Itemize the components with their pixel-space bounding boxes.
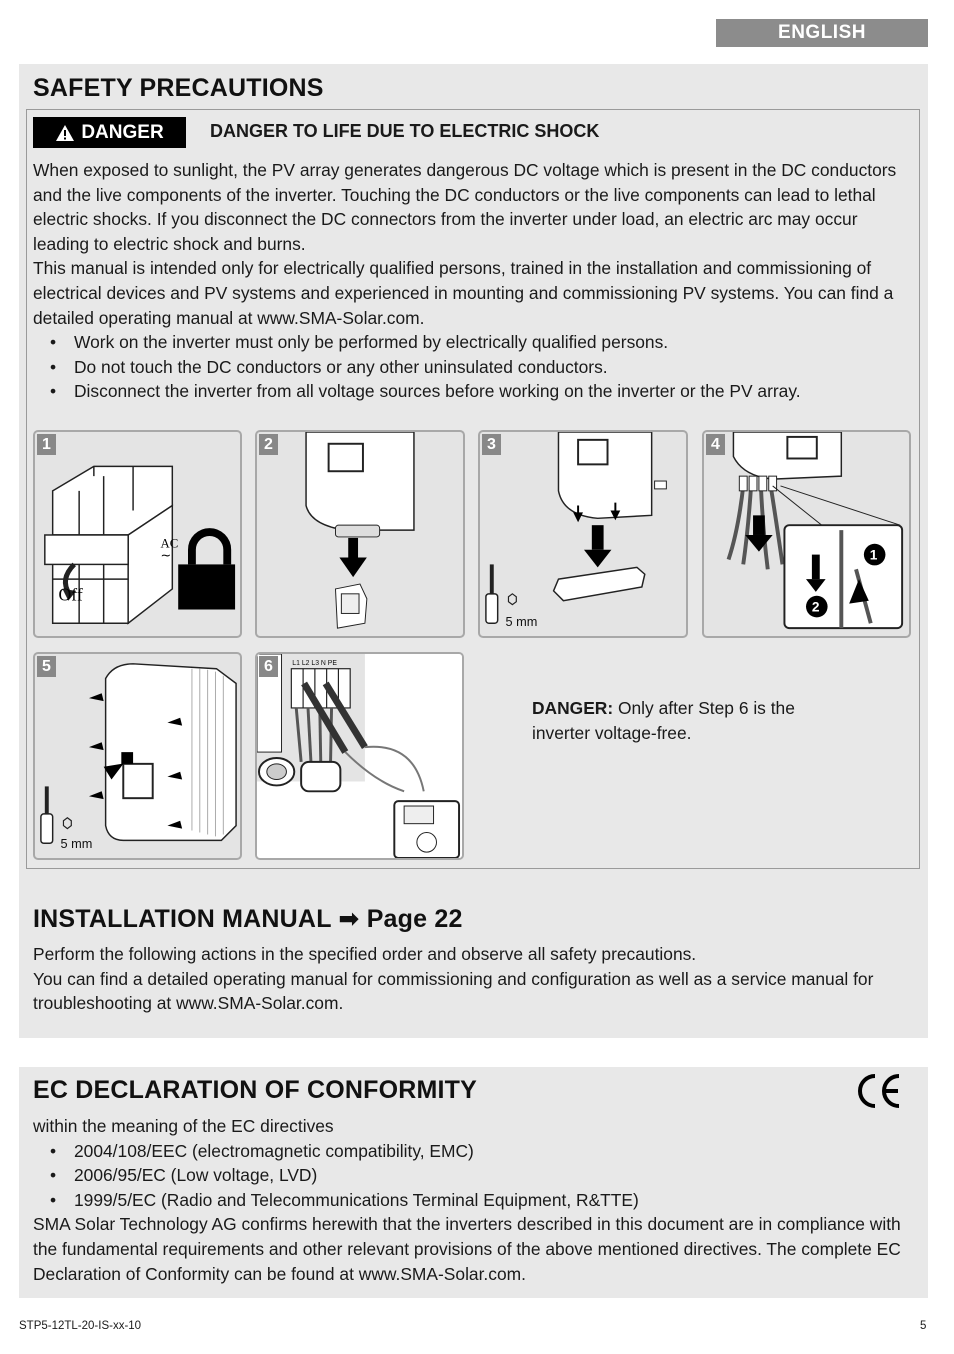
list-item: • Disconnect the inverter from all voltage sources before working on the inverter or the PV array. — [33, 379, 913, 404]
document-code: STP5-12TL-20-IS-xx-10 — [19, 1320, 142, 1332]
danger-note-label: DANGER: — [532, 698, 614, 718]
circuit-breaker-lock-illustration — [35, 432, 240, 636]
step-3-illustration — [478, 430, 688, 638]
step-4-illustration — [702, 430, 911, 638]
safety-title: SAFETY PRECAUTIONS — [33, 74, 324, 102]
list-item: • Do not touch the DC conductors or any other uninsulated conductors. — [33, 355, 913, 380]
dc-connector-removal-illustration — [704, 432, 909, 636]
step-2-illustration — [255, 430, 465, 638]
step-number: 6 — [259, 656, 278, 677]
list-item: • 1999/5/EC (Radio and Telecommunications Terminal Equipment, R&TTE) — [33, 1188, 913, 1213]
step-6-illustration — [255, 652, 464, 860]
ec-text — [33, 1114, 913, 1286]
ec-title: EC DECLARATION OF CONFORMITY — [33, 1076, 478, 1104]
housing-lid-removal-illustration — [35, 654, 240, 858]
installation-title-text: INSTALLATION MANUAL — [33, 905, 332, 933]
terminal-labels: L1 L2 L3 N PE — [292, 659, 337, 667]
arrow-right-icon: ➡ — [338, 905, 360, 933]
installation-line-2: You can find a detailed operating manual for commissioning and configuration as well as a service manual for troubleshooting at www.SMA-Solar.com. — [33, 968, 874, 1014]
danger-note — [532, 696, 832, 746]
inverter-disconnect-illustration — [257, 432, 463, 636]
danger-note-text: Only after Step 6 is the inverter voltage-free. — [532, 698, 795, 743]
voltage-measurement-illustration — [257, 654, 462, 858]
cover-removal-illustration — [480, 432, 686, 636]
ec-intro: within the meaning of the EC directives — [33, 1116, 334, 1136]
tool-size-label: 5 mm — [505, 614, 538, 630]
danger-paragraph-1: When exposed to sunlight, the PV array generates dangerous DC voltage which is present in the DC conductors and the live components of the inverter. Touching the DC conductors or the live components can lead to lethal electric shocks. If you disconnect the DC connectors from the inverter under load, an electric arc may occur leading to electric shock and burns. — [33, 160, 897, 254]
step-number: 2 — [259, 434, 278, 455]
step-number: 5 — [37, 656, 56, 677]
ec-closing: SMA Solar Technology AG confirms herewith that the inverters described in this document are in compliance with the fundamental requirements and other relevant provisions of the above mentioned directives. The complete EC Declaration of Conformity can be found at www.SMA-Solar.com. — [33, 1214, 901, 1284]
list-item: • 2004/108/EEC (electromagnetic compatibility, EMC) — [33, 1139, 913, 1164]
page-reference: Page 22 — [366, 905, 463, 933]
step-number: 4 — [706, 434, 725, 455]
page-number: 5 — [920, 1320, 927, 1332]
callout-2: 2 — [811, 599, 820, 615]
tool-size-label: 5 mm — [60, 836, 93, 852]
danger-heading: DANGER TO LIFE DUE TO ELECTRIC SHOCK — [210, 121, 600, 141]
installation-title — [33, 904, 463, 934]
list-item: • 2006/95/EC (Low voltage, LVD) — [33, 1163, 913, 1188]
danger-bullet-list — [33, 330, 913, 404]
step-1-illustration — [33, 430, 242, 638]
svg-text:∼: ∼ — [160, 547, 172, 563]
callout-1: 1 — [869, 547, 878, 563]
installation-line-1: Perform the following actions in the specified order and observe all safety precautions. — [33, 944, 697, 964]
ce-mark-icon — [855, 1073, 903, 1109]
language-tab: ENGLISH — [716, 19, 928, 47]
danger-badge-label: DANGER — [81, 121, 164, 143]
ac-label: AC — [160, 536, 179, 551]
warning-triangle-icon — [55, 124, 75, 142]
step-number: 3 — [482, 434, 501, 455]
danger-text — [33, 158, 913, 404]
directive-list — [33, 1139, 913, 1213]
list-item: • Work on the inverter must only be performed by electrically qualified persons. — [33, 330, 913, 355]
installation-text — [33, 942, 913, 1016]
step-number: 1 — [37, 434, 56, 455]
danger-badge — [33, 117, 186, 148]
step-5-illustration — [33, 652, 242, 860]
danger-paragraph-2: This manual is intended only for electrically qualified persons, trained in the installation and commissioning of electrical devices and PV systems and experienced in mounting and commissioning PV systems. You can find a detailed operating manual at www.SMA-Solar.com. — [33, 258, 894, 328]
off-label: Off — [58, 584, 83, 605]
